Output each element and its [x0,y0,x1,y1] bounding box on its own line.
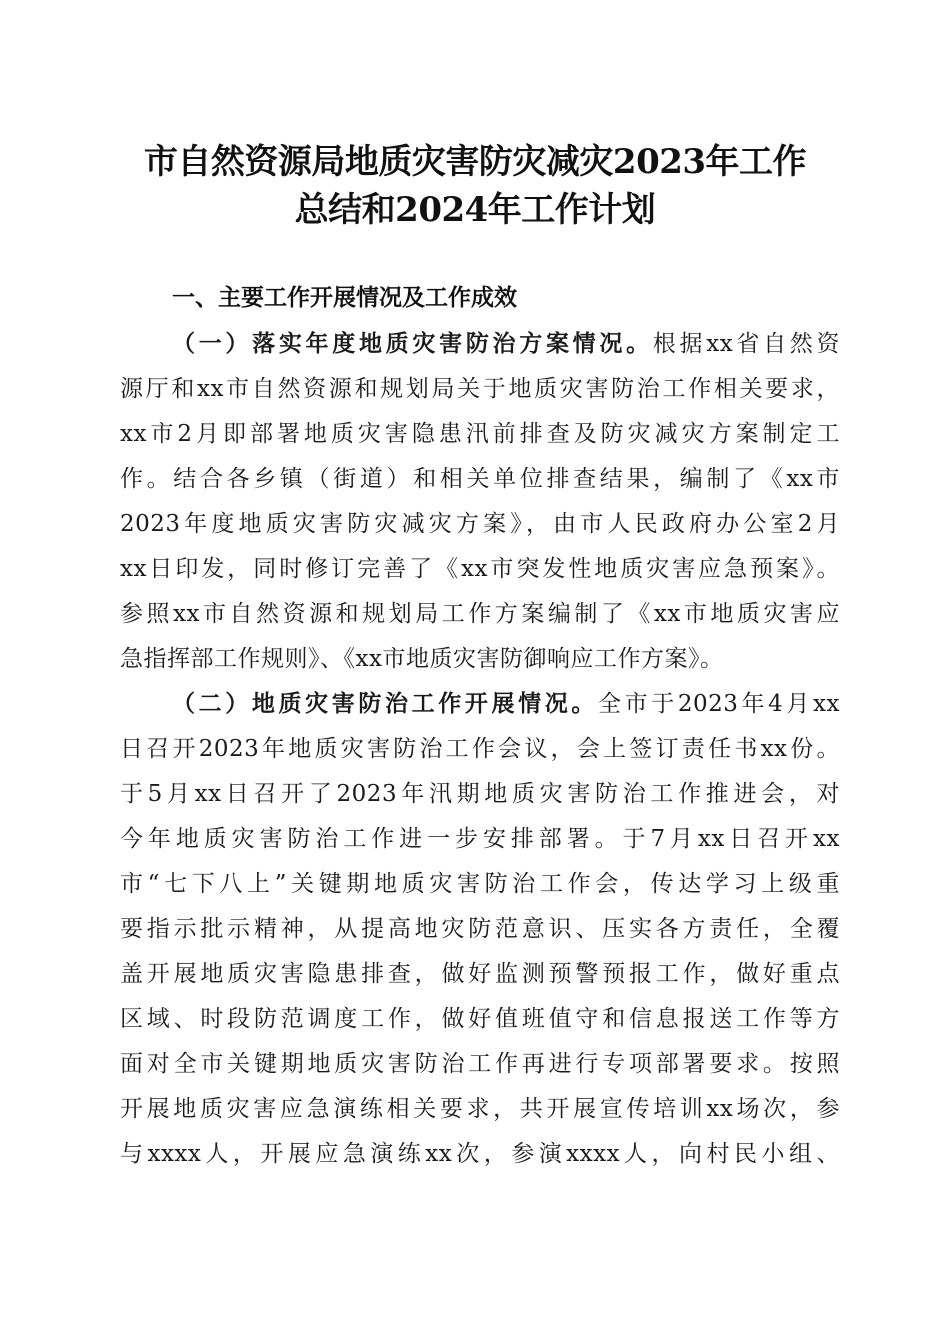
subsection-heading-1: （一）落实年度地质灾害防治方案情况。 [172,331,653,357]
document-title [80,138,870,234]
section-heading-1: 一、主要工作开展情况及工作成效 [172,285,517,311]
paragraph-line: 作。结合各乡镇（街道）和相关单位排查结果，编制了《xx市 [120,466,840,492]
paragraph-line: 日召开2023年地质灾害防治工作会议，会上签订责任书xx份。 [120,736,840,762]
paragraph-1 [120,322,840,682]
title-line-2: 总结和2024年工作计划 [294,190,656,230]
paragraph-line: 与xxxx人，开展应急演练xx次，参演xxxx人，向村民小组、 [120,1141,840,1167]
paragraph-line: 市“七下八上”关键期地质灾害防治工作会，传达学习上级重 [120,871,840,897]
subsection-heading-2: （二）地质灾害防治工作开展情况。 [172,691,599,717]
paragraph-line: 急指挥部工作规则》、《xx市地质灾害防御响应工作方案》。 [120,646,724,672]
paragraph-2 [120,682,840,1177]
paragraph-line: 参照xx市自然资源和规划局工作方案编制了《xx市地质灾害应 [120,601,840,627]
paragraph-line: 2023年度地质灾害防灾减灾方案》，由市人民政府办公室2月 [120,511,840,537]
paragraph-line: 开展地质灾害应急演练相关要求，共开展宣传培训xx场次，参 [120,1096,840,1122]
paragraph-line: 今年地质灾害防治工作进一步安排部署。于7月xx日召开xx [120,826,840,852]
paragraph-line: xx日印发，同时修订完善了《xx市突发性地质灾害应急预案》。 [120,556,840,582]
paragraph-line: 面对全市关键期地质灾害防治工作再进行专项部署要求。按照 [120,1051,840,1077]
paragraph-line: 盖开展地质灾害隐患排查，做好监测预警预报工作，做好重点 [120,961,840,987]
paragraph-line [120,322,840,367]
paragraph-text: 根据xx省自然资 [652,331,841,357]
paragraph-text: 全市于2023年4月xx [598,691,841,717]
paragraph-line: xx市2月即部署地质灾害隐患汛前排查及防灾减灾方案制定工 [120,421,840,447]
title-line-1: 市自然资源局地质灾害防灾减灾2023年工作 [143,142,807,182]
paragraph-line: 区域、时段防范调度工作，做好值班值守和信息报送工作等方 [120,1006,840,1032]
paragraph-line [120,682,840,727]
paragraph-line: 源厅和xx市自然资源和规划局关于地质灾害防治工作相关要求， [120,376,840,402]
paragraph-line: 于5月xx日召开了2023年汛期地质灾害防治工作推进会，对 [120,781,840,807]
paragraph-line: 要指示批示精神，从提高地灾防范意识、压实各方责任，全覆 [120,916,840,942]
